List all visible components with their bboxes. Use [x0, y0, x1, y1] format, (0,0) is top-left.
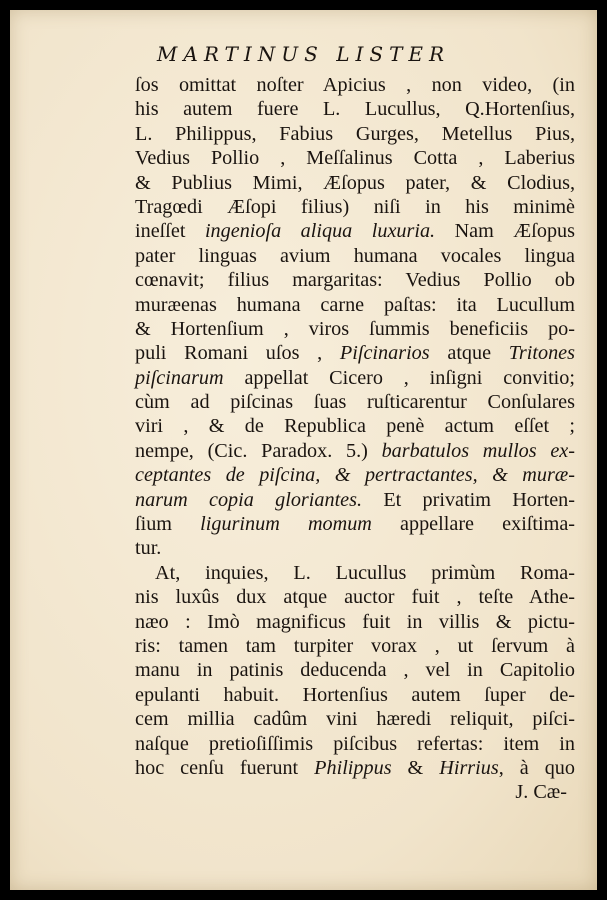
roman-text: ſos omittat noſter Apicius , non video, (in: [135, 74, 575, 96]
italic-text: Philippus: [314, 756, 392, 779]
text-line: [135, 488, 575, 512]
text-line: [135, 585, 575, 609]
italic-text: barbatulos mullos ex-: [381, 439, 575, 462]
roman-text: Tragœdi Æſopi filius) niſi in his minimè: [135, 195, 575, 218]
text-line: [135, 536, 575, 560]
text-line: [135, 219, 575, 243]
roman-text: næo : Imò magnificus fuit in villis & pictu-: [135, 610, 575, 633]
italic-text: piſcinarum: [135, 366, 224, 389]
text-line: [135, 463, 575, 487]
roman-text: &: [391, 756, 440, 779]
roman-text: At, inquies, L. Lucullus primùm Roma-: [155, 561, 575, 584]
text-line: [135, 171, 575, 195]
roman-text: cùm ad piſcinas ſuas ruſticarentur Conſulares: [135, 391, 575, 414]
text-line: [135, 244, 575, 268]
roman-text: & Hortenſium , viros ſummis beneficiis po-: [135, 317, 575, 340]
text-line: [135, 756, 575, 780]
text-line: [135, 293, 575, 317]
running-head: MARTINUS LISTER: [156, 42, 451, 66]
italic-text: ceptantes de piſcina, & pertractantes, & muræ-: [135, 464, 575, 487]
text-line: [135, 707, 575, 731]
italic-text: Hirrius: [439, 756, 499, 779]
roman-text: Vedius Pollio , Meſſalinus Cotta , Laberius: [135, 147, 575, 170]
roman-text: ris: tamen tam turpiter vorax , ut ſervum à: [135, 634, 575, 657]
text-line: [135, 610, 575, 634]
text-line: [135, 146, 575, 170]
italic-text: narum copia gloriantes.: [135, 488, 363, 511]
roman-text: hoc cenſu fuerunt: [135, 756, 315, 779]
roman-text: & Publius Mimi, Æſopus pater, & Clodius,: [135, 171, 575, 194]
roman-text: pater linguas avium humana vocales lingua: [135, 244, 575, 267]
roman-text: puli Romani uſos ,: [135, 342, 340, 365]
roman-text: atque: [429, 342, 509, 365]
roman-text: L. Philippus, Fabius Gurges, Metellus Pius,: [135, 122, 575, 145]
book-page: [10, 10, 597, 890]
roman-text: naſque pretioſiſſimis piſcibus refertas: item in: [135, 732, 575, 755]
italic-text: ligurinum momum: [200, 513, 372, 536]
roman-text: nempe, (Cic. Paradox. 5.): [135, 439, 382, 462]
italic-text: Piſcinarios: [339, 342, 430, 365]
italic-text: Tritones: [508, 342, 575, 365]
roman-text: , à quo: [498, 756, 575, 779]
roman-text: ineſſet: [135, 220, 205, 243]
body-text: [135, 73, 575, 805]
text-line: [135, 414, 575, 438]
text-line: [135, 634, 575, 658]
roman-text: manu in patinis deducenda , vel in Capitolio: [135, 659, 575, 682]
text-line: [135, 439, 575, 463]
text-line: [135, 732, 575, 756]
roman-text: appellare exiſtima-: [371, 513, 576, 536]
roman-text: epulanti habuit. Hortenſius autem ſuper de-: [135, 683, 575, 706]
text-line: [135, 317, 575, 341]
catchword: J. Cæ-: [515, 781, 567, 804]
roman-text: cem millia cadûm vini hæredi reliquit, piſci-: [135, 708, 575, 731]
roman-text: viri , & de Republica penè actum eſſet ;: [135, 415, 575, 438]
roman-text: Et privatim Horten-: [362, 488, 575, 511]
roman-text: tur.: [135, 537, 162, 560]
text-line: [135, 390, 575, 414]
text-line: [135, 73, 575, 97]
italic-text: ingenioſa aliqua luxuria.: [204, 220, 436, 243]
roman-text: muræenas humana carne paſtas: ita Lucullum: [135, 293, 575, 316]
roman-text: appellat Cicero , inſigni convitio;: [223, 366, 575, 389]
text-line: [135, 97, 575, 121]
text-line: [135, 195, 575, 219]
text-line: [135, 561, 575, 585]
text-line: [135, 683, 575, 707]
text-line: [135, 122, 575, 146]
roman-text: cœnavit; filius margaritas: Vedius Pollio ob: [135, 269, 575, 292]
text-line: [135, 341, 575, 365]
roman-text: Nam Æſopus: [435, 220, 576, 243]
text-line: [135, 268, 575, 292]
text-line: [135, 366, 575, 390]
text-line: [135, 512, 575, 536]
roman-text: his autem fuere L. Lucullus, Q.Hortenſius,: [135, 98, 575, 121]
roman-text: nis luxûs dux atque auctor fuit , teſte Athe-: [135, 586, 575, 609]
text-line: [135, 658, 575, 682]
roman-text: ſium: [135, 513, 201, 536]
